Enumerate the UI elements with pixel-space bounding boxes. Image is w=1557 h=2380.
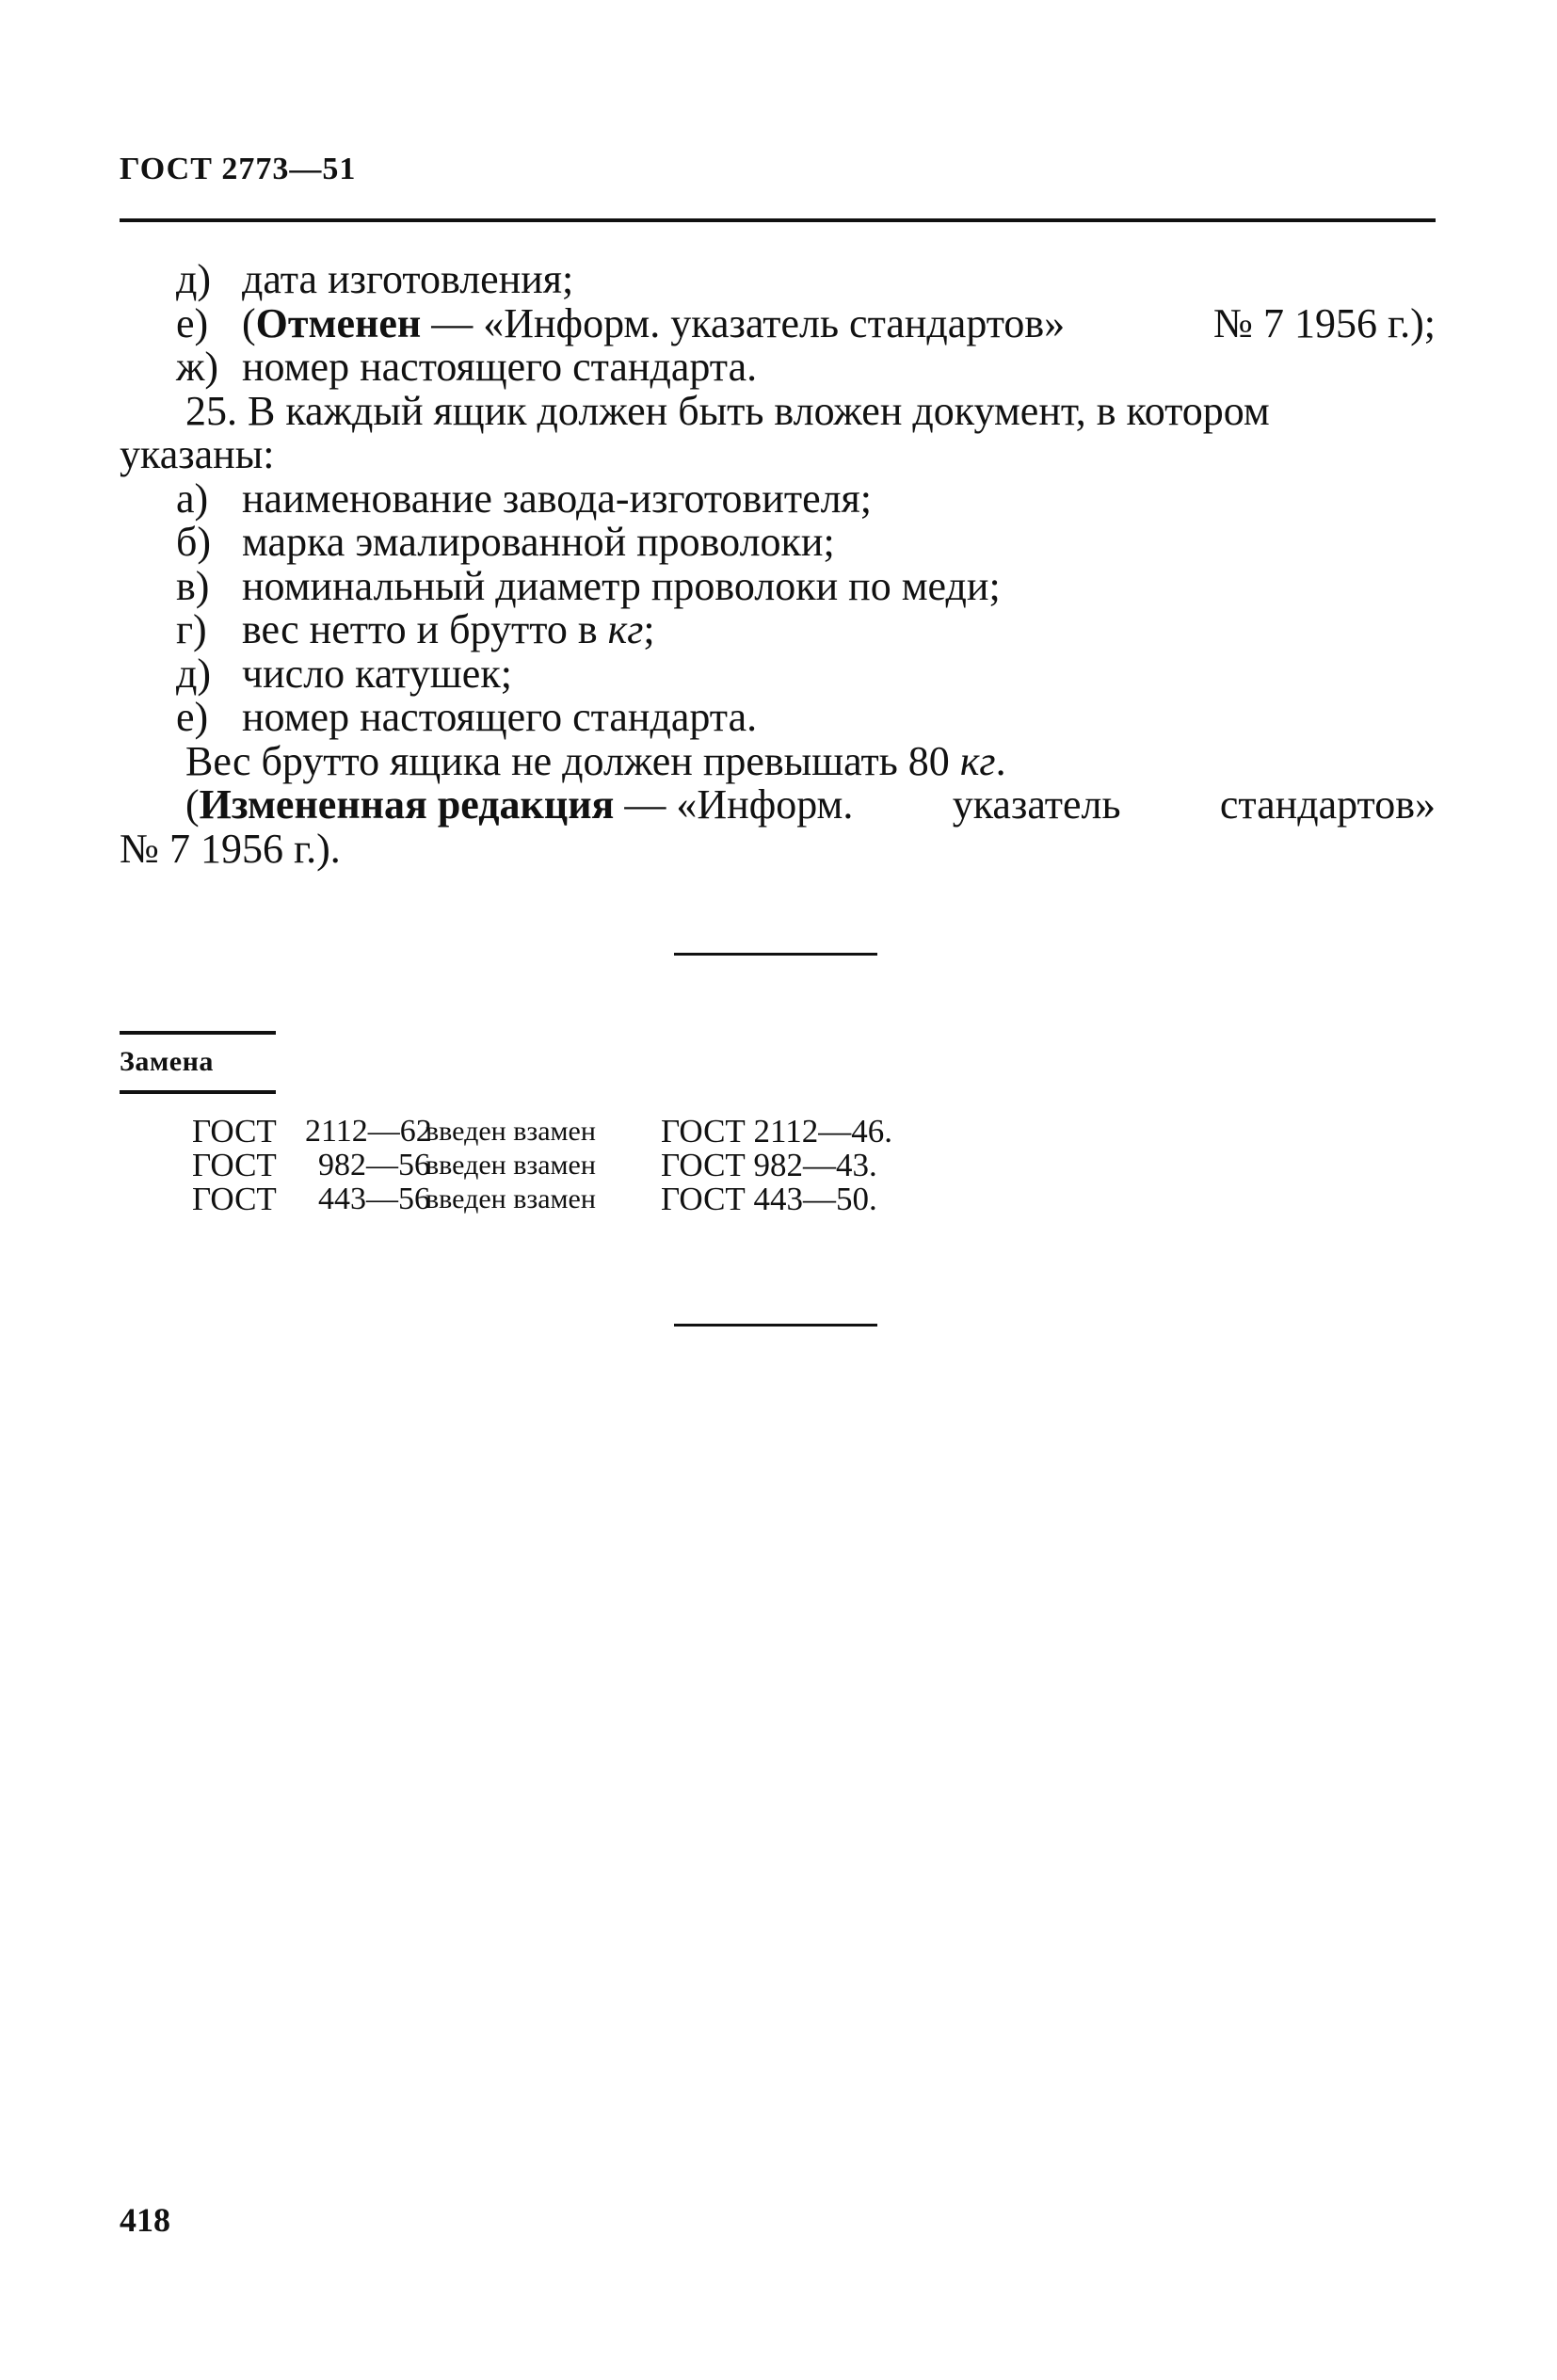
gross-weight-note: Вес брутто ящика не должен превышать 80 кг. — [185, 737, 1006, 784]
replacement-row: ГОСТ 2112—62 введен взамен ГОСТ 2112—46. — [192, 1113, 892, 1150]
body-text — [120, 258, 1436, 871]
replacement-list — [192, 1115, 892, 1216]
page-header: ГОСТ 2773—51 — [120, 152, 357, 186]
list-item: б) марка эмалированной проволоки; — [176, 519, 835, 565]
para-25-first-line: 25. В каждый ящик должен быть вложен документ, в котором — [185, 387, 1270, 434]
list-item: г) вес нетто и брутто в кг; — [176, 606, 655, 652]
list-item: д) число катушек; — [176, 650, 512, 697]
zamena-rule-bottom — [120, 1090, 276, 1094]
item-d-manufacture-date: д) дата изготовления; — [176, 256, 574, 302]
zamena-rule-top — [120, 1031, 276, 1035]
end-divider — [674, 1324, 877, 1327]
list-item: в) номинальный диаметр проволоки по меди; — [176, 562, 1001, 609]
page-number: 418 — [120, 2201, 170, 2239]
amendment-note-line-2: № 7 1956 г.). — [120, 825, 341, 872]
replacement-row: ГОСТ 443—56 введен взамен ГОСТ 443—50. — [192, 1181, 877, 1217]
zamena-title: Замена — [120, 1046, 214, 1077]
list-item: а) наименование завода-изготовителя; — [176, 474, 873, 522]
replacement-row: ГОСТ 982—56 введен взамен ГОСТ 982—43. — [192, 1147, 877, 1183]
header-rule — [120, 218, 1436, 222]
section-divider — [674, 953, 877, 956]
para-25-second-line: указаны: — [120, 431, 275, 477]
item-zh-standard-number: ж) номер настоящего стандарта. — [176, 344, 758, 390]
list-item: е) номер настоящего стандарта. — [176, 694, 758, 740]
amendment-note: (Измененная редакция — «Информ. указатель стандартов» — [185, 781, 1436, 828]
item-e-cancelled: е) (Отменен — «Информ. указатель стандартов» № 7 1956 г.); — [176, 299, 1436, 346]
